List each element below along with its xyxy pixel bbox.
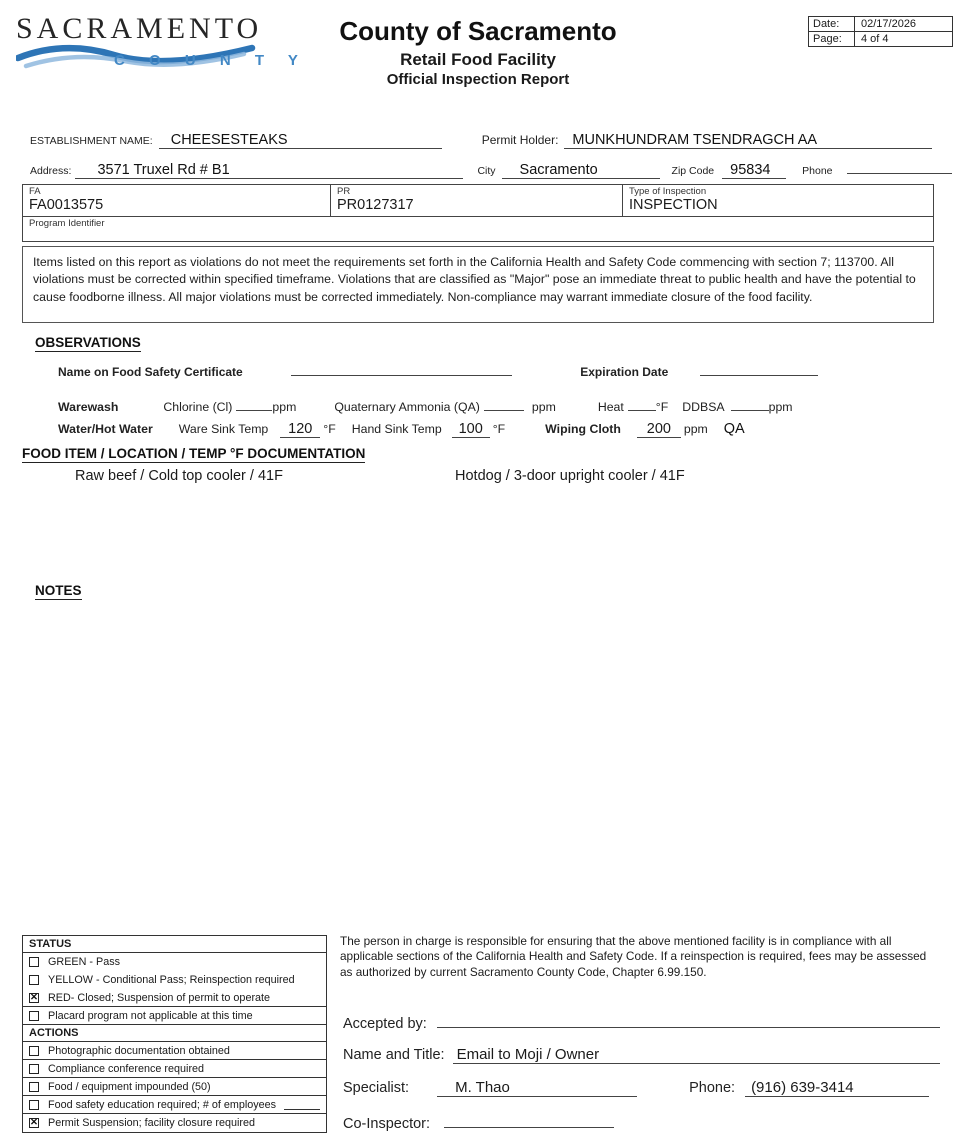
ddbsa-label: DDBSA bbox=[682, 400, 725, 414]
chlorine-unit: ppm bbox=[272, 400, 297, 414]
heat-label: Heat bbox=[597, 400, 624, 414]
compliance-disclaimer: The person in charge is responsible for ensuring that the above mentioned facility is in compliance with all applicable sections of the California Health and Safety Code. If a reinspection is required, fees may be assessed as authorized by current Sacramento County Code, Chapter 6.99.150. bbox=[340, 934, 927, 979]
address-row bbox=[30, 161, 952, 179]
address-value: 3571 Truxel Rd # B1 bbox=[75, 162, 463, 179]
zip-code-label: Zip Code bbox=[671, 165, 715, 177]
expiration-date-label: Expiration Date bbox=[580, 365, 669, 379]
wiping-cloth-suffix: QA bbox=[723, 421, 745, 437]
observations-heading: OBSERVATIONS bbox=[35, 335, 141, 350]
qa-unit: ppm bbox=[531, 400, 556, 414]
warewash-row bbox=[58, 400, 918, 414]
wiping-cloth-unit: ppm bbox=[683, 422, 708, 436]
water-hot-water-label: Water/Hot Water bbox=[58, 422, 153, 436]
phone-label: Phone bbox=[802, 165, 833, 177]
fa-cell bbox=[23, 185, 330, 216]
chlorine-blank bbox=[236, 400, 272, 411]
status-item-label: YELLOW - Conditional Pass; Reinspection required bbox=[48, 974, 295, 986]
name-title-value: Email to Moji / Owner bbox=[453, 1046, 940, 1064]
city-value: Sacramento bbox=[502, 162, 660, 179]
chlorine-label: Chlorine (Cl) bbox=[163, 400, 233, 414]
expiration-date-blank bbox=[700, 363, 818, 376]
specialist-label: Specialist: bbox=[343, 1080, 410, 1096]
facility-id-table bbox=[22, 184, 934, 242]
yellow-conditional-checkbox bbox=[29, 975, 39, 985]
date-row bbox=[809, 17, 952, 31]
report-title: County of Sacramento bbox=[339, 16, 617, 46]
accepted-by-row bbox=[343, 1013, 940, 1032]
action-item-label: Permit Suspension; facility closure required bbox=[48, 1117, 256, 1129]
phone-value-blank bbox=[847, 161, 952, 174]
status-heading: STATUS bbox=[23, 936, 326, 953]
inspection-type-cell bbox=[622, 185, 933, 216]
logo-county-text: C O U N T Y bbox=[114, 52, 308, 69]
status-item-red bbox=[23, 989, 326, 1007]
fa-value: FA0013575 bbox=[29, 197, 104, 213]
report-subtitle-1: Retail Food Facility bbox=[400, 50, 556, 69]
violations-notice: Items listed on this report as violations do not meet the requirements set forth in the California Health and Safety Code commencing with section 7; 113700. All violations must be corrected within specified timeframe. Violations that are classified as "Major" pose an immediate threat to public health and have the potential to cause foodborne illness. All major violations must be corrected immediately. Non-compliance may warrant immediate closure of the food facility. bbox=[22, 246, 934, 323]
status-item-placard bbox=[23, 1007, 326, 1025]
status-item-label: GREEN - Pass bbox=[48, 956, 120, 968]
food-item-heading: FOOD ITEM / LOCATION / TEMP °F DOCUMENTATION bbox=[22, 446, 366, 461]
co-inspector-row bbox=[343, 1113, 940, 1132]
pr-cell bbox=[330, 185, 622, 216]
date-page-table bbox=[808, 16, 953, 47]
program-identifier-cell bbox=[23, 216, 933, 241]
hand-sink-temp-unit: °F bbox=[492, 422, 506, 436]
name-title-row bbox=[343, 1046, 940, 1064]
status-item-green bbox=[23, 953, 326, 971]
ddbsa-blank bbox=[731, 400, 769, 411]
action-item-label: Compliance conference required bbox=[48, 1062, 205, 1075]
permit-holder-value: MUNKHUNDRAM TSENDRAGCH AA bbox=[564, 132, 932, 149]
warewash-label: Warewash bbox=[58, 400, 119, 414]
city-label: City bbox=[477, 165, 496, 177]
wiping-cloth-label: Wiping Cloth bbox=[545, 422, 621, 436]
fa-label: FA bbox=[29, 186, 41, 197]
green-pass-checkbox bbox=[29, 957, 39, 967]
co-inspector-blank bbox=[444, 1113, 614, 1128]
food-item-entry: Hotdog / 3-door upright cooler / 41F bbox=[455, 468, 685, 484]
action-item-education bbox=[23, 1096, 326, 1114]
page-label: Page: bbox=[809, 32, 855, 46]
specialist-phone-label: Phone: bbox=[689, 1080, 736, 1096]
inspection-type-value: INSPECTION bbox=[629, 197, 718, 213]
program-identifier-label: Program Identifier bbox=[29, 218, 105, 229]
status-item-yellow bbox=[23, 971, 326, 989]
ware-sink-temp-label: Ware Sink Temp bbox=[178, 422, 269, 436]
ddbsa-unit: ppm bbox=[768, 400, 793, 414]
date-value: 02/17/2026 bbox=[861, 18, 917, 30]
page-row bbox=[809, 31, 952, 46]
action-item-photo bbox=[23, 1042, 326, 1060]
co-inspector-label: Co-Inspector: bbox=[343, 1116, 431, 1132]
food-safety-education-checkbox bbox=[29, 1100, 39, 1110]
hand-sink-temp-value: 100 bbox=[452, 421, 490, 438]
cert-name-blank bbox=[291, 363, 513, 376]
wiping-cloth-value: 200 bbox=[637, 421, 681, 438]
qa-blank bbox=[484, 400, 524, 411]
accepted-by-blank bbox=[437, 1013, 940, 1028]
address-label: Address: bbox=[30, 165, 72, 177]
pr-label: PR bbox=[337, 186, 351, 197]
status-item-label: RED- Closed; Suspension of permit to operate bbox=[48, 991, 271, 1004]
establishment-name-label: ESTABLISHMENT NAME: bbox=[30, 135, 153, 147]
hand-sink-temp-label: Hand Sink Temp bbox=[351, 422, 442, 436]
cert-name-label: Name on Food Safety Certificate bbox=[58, 365, 243, 379]
pr-value: PR0127317 bbox=[337, 197, 414, 213]
ware-sink-temp-value: 120 bbox=[280, 421, 320, 438]
action-item-impounded bbox=[23, 1078, 326, 1096]
food-impounded-checkbox bbox=[29, 1082, 39, 1092]
specialist-value: M. Thao bbox=[437, 1079, 637, 1097]
permit-holder-label: Permit Holder: bbox=[481, 133, 559, 147]
placard-na-checkbox bbox=[29, 1011, 39, 1021]
actions-heading: ACTIONS bbox=[23, 1025, 326, 1042]
logo-sacramento-text: SACRAMENTO bbox=[16, 12, 263, 45]
permit-suspension-checkbox bbox=[29, 1118, 39, 1128]
compliance-conference-checkbox bbox=[29, 1064, 39, 1074]
date-label: Date: bbox=[809, 17, 855, 31]
action-item-conference bbox=[23, 1060, 326, 1078]
report-subtitle-2: Official Inspection Report bbox=[386, 71, 570, 88]
red-closed-checkbox bbox=[29, 993, 39, 1003]
establishment-name-row bbox=[30, 132, 932, 149]
inspection-type-label: Type of Inspection bbox=[629, 186, 707, 197]
facility-id-row bbox=[23, 185, 933, 216]
quaternary-ammonia-label: Quaternary Ammonia (QA) bbox=[334, 400, 480, 414]
notes-heading: NOTES bbox=[35, 583, 82, 598]
status-actions-box bbox=[22, 935, 327, 1133]
sacramento-county-logo bbox=[16, 12, 308, 90]
action-item-label: Photographic documentation obtained bbox=[48, 1044, 230, 1057]
photo-doc-checkbox bbox=[29, 1046, 39, 1056]
report-title-block bbox=[278, 16, 678, 88]
zip-code-value: 95834 bbox=[722, 162, 786, 179]
action-item-suspension bbox=[23, 1114, 326, 1132]
specialist-phone-value: (916) 639-3414 bbox=[745, 1079, 929, 1097]
water-hot-water-row bbox=[58, 421, 918, 438]
action-item-label: Food safety education required; # of employees bbox=[48, 1098, 277, 1111]
action-item-label: Food / equipment impounded (50) bbox=[48, 1080, 211, 1093]
name-title-label: Name and Title: bbox=[343, 1047, 445, 1063]
specialist-row bbox=[343, 1079, 940, 1097]
employees-count-blank bbox=[284, 1100, 320, 1110]
food-item-entry: Raw beef / Cold top cooler / 41F bbox=[75, 468, 283, 484]
food-safety-certificate-row bbox=[58, 363, 818, 379]
page-value: 4 of 4 bbox=[861, 33, 889, 45]
heat-blank bbox=[628, 400, 656, 411]
establishment-name-value: CHEESESTEAKS bbox=[159, 132, 442, 149]
status-item-label: Placard program not applicable at this time bbox=[48, 1009, 253, 1022]
ware-sink-temp-unit: °F bbox=[323, 422, 336, 436]
accepted-by-label: Accepted by: bbox=[343, 1016, 427, 1032]
heat-unit: °F bbox=[655, 400, 669, 414]
